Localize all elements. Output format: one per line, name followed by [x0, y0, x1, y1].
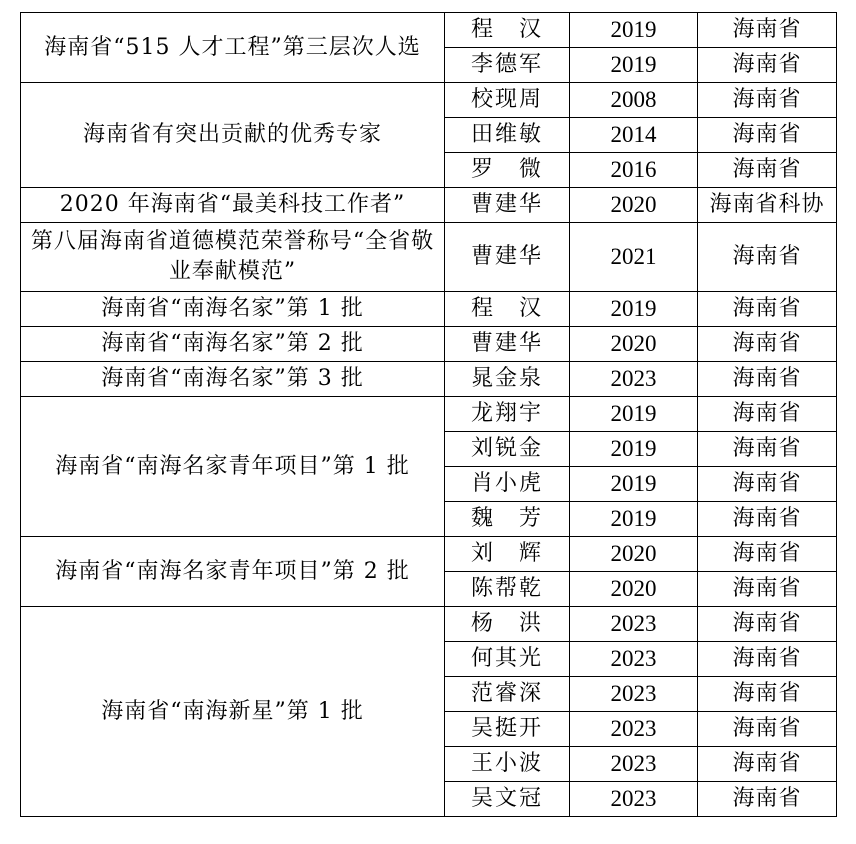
award-year-cell: 2019	[570, 13, 698, 48]
table-row	[21, 397, 837, 432]
honors-table	[20, 12, 837, 817]
award-year-cell: 2019	[570, 292, 698, 327]
issuer-cell: 海南省	[698, 502, 837, 537]
award-year-cell: 2023	[570, 782, 698, 817]
person-name-cell: 吴文冠	[445, 782, 570, 817]
issuer-cell: 海南省	[698, 292, 837, 327]
award-year-cell: 2023	[570, 747, 698, 782]
issuer-cell: 海南省	[698, 642, 837, 677]
person-name-cell: 晁金泉	[445, 362, 570, 397]
issuer-cell: 海南省	[698, 782, 837, 817]
person-name-cell: 曹建华	[445, 188, 570, 223]
award-title-cell: 海南省“南海名家青年项目”第 1 批	[21, 397, 445, 537]
table-row	[21, 607, 837, 642]
award-year-cell: 2008	[570, 83, 698, 118]
award-title-cell: 海南省“南海名家”第 2 批	[21, 327, 445, 362]
award-year-cell: 2019	[570, 432, 698, 467]
issuer-cell: 海南省	[698, 48, 837, 83]
issuer-cell: 海南省	[698, 397, 837, 432]
issuer-cell: 海南省	[698, 118, 837, 153]
award-year-cell: 2020	[570, 537, 698, 572]
award-year-cell: 2020	[570, 572, 698, 607]
award-year-cell: 2020	[570, 188, 698, 223]
issuer-cell: 海南省	[698, 467, 837, 502]
award-title-cell: 海南省有突出贡献的优秀专家	[21, 83, 445, 188]
person-name-cell: 罗 微	[445, 153, 570, 188]
table-row	[21, 537, 837, 572]
person-name-cell: 李德军	[445, 48, 570, 83]
award-year-cell: 2019	[570, 467, 698, 502]
person-name-cell: 刘 辉	[445, 537, 570, 572]
award-year-cell: 2023	[570, 362, 698, 397]
award-year-cell: 2014	[570, 118, 698, 153]
issuer-cell: 海南省	[698, 607, 837, 642]
award-title-cell: 海南省“南海名家青年项目”第 2 批	[21, 537, 445, 607]
issuer-cell: 海南省	[698, 13, 837, 48]
award-year-cell: 2019	[570, 48, 698, 83]
person-name-cell: 杨 洪	[445, 607, 570, 642]
issuer-cell: 海南省	[698, 362, 837, 397]
award-year-cell: 2019	[570, 397, 698, 432]
issuer-cell: 海南省	[698, 677, 837, 712]
award-title-cell: 海南省“南海名家”第 1 批	[21, 292, 445, 327]
issuer-cell: 海南省	[698, 537, 837, 572]
award-year-cell: 2016	[570, 153, 698, 188]
table-row	[21, 188, 837, 223]
table-row	[21, 292, 837, 327]
award-title-cell: 第八届海南省道德模范荣誉称号“全省敬业奉献模范”	[21, 223, 445, 292]
table-row	[21, 223, 837, 292]
person-name-cell: 魏 芳	[445, 502, 570, 537]
award-year-cell: 2020	[570, 327, 698, 362]
issuer-cell: 海南省	[698, 327, 837, 362]
table-row	[21, 362, 837, 397]
issuer-cell: 海南省	[698, 83, 837, 118]
award-title-cell: 2020 年海南省“最美科技工作者”	[21, 188, 445, 223]
issuer-cell: 海南省	[698, 223, 837, 292]
award-year-cell: 2023	[570, 677, 698, 712]
person-name-cell: 曹建华	[445, 327, 570, 362]
person-name-cell: 曹建华	[445, 223, 570, 292]
award-year-cell: 2023	[570, 712, 698, 747]
table-row	[21, 13, 837, 48]
award-title-cell: 海南省“南海名家”第 3 批	[21, 362, 445, 397]
person-name-cell: 吴挺开	[445, 712, 570, 747]
person-name-cell: 程 汉	[445, 292, 570, 327]
person-name-cell: 陈帮乾	[445, 572, 570, 607]
person-name-cell: 肖小虎	[445, 467, 570, 502]
table-row	[21, 83, 837, 118]
table-row	[21, 327, 837, 362]
award-year-cell: 2021	[570, 223, 698, 292]
person-name-cell: 王小波	[445, 747, 570, 782]
issuer-cell: 海南省科协	[698, 188, 837, 223]
award-year-cell: 2023	[570, 607, 698, 642]
person-name-cell: 范睿深	[445, 677, 570, 712]
award-year-cell: 2019	[570, 502, 698, 537]
award-title-cell: 海南省“515 人才工程”第三层次人选	[21, 13, 445, 83]
issuer-cell: 海南省	[698, 747, 837, 782]
person-name-cell: 校现周	[445, 83, 570, 118]
issuer-cell: 海南省	[698, 712, 837, 747]
issuer-cell: 海南省	[698, 572, 837, 607]
person-name-cell: 何其光	[445, 642, 570, 677]
issuer-cell: 海南省	[698, 153, 837, 188]
award-title-cell: 海南省“南海新星”第 1 批	[21, 607, 445, 817]
person-name-cell: 田维敏	[445, 118, 570, 153]
person-name-cell: 程 汉	[445, 13, 570, 48]
award-year-cell: 2023	[570, 642, 698, 677]
person-name-cell: 龙翔宇	[445, 397, 570, 432]
person-name-cell: 刘锐金	[445, 432, 570, 467]
issuer-cell: 海南省	[698, 432, 837, 467]
honors-table-body	[21, 13, 837, 817]
